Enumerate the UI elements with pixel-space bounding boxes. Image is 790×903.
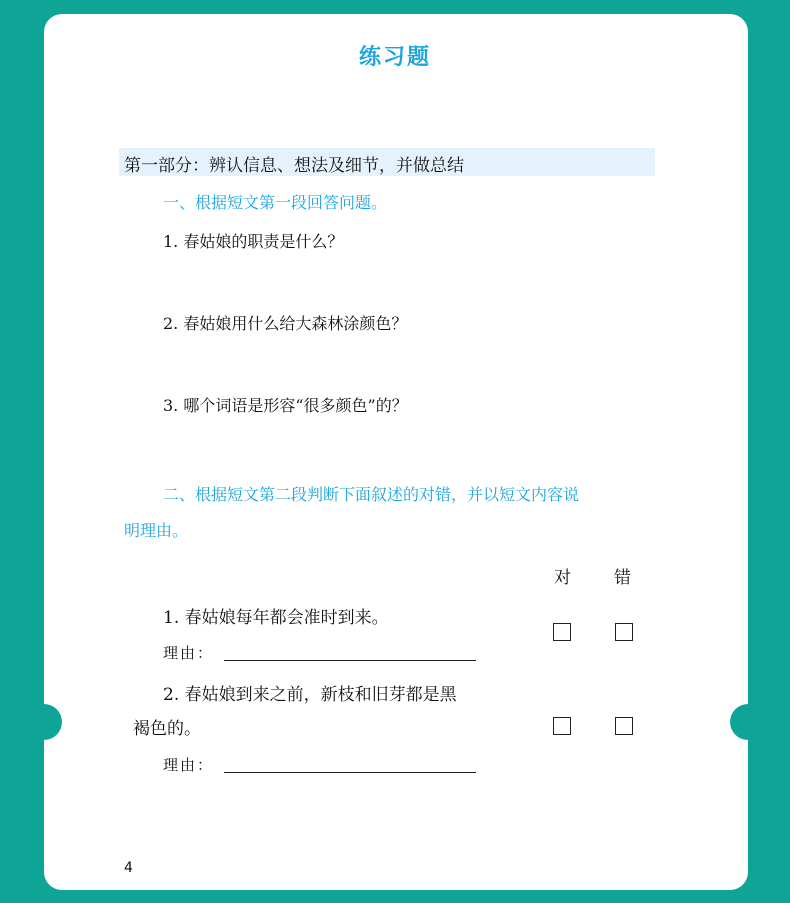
section-heading: 第一部分：辨认信息、想法及细节，并做总结 <box>124 156 464 176</box>
part1-instruction: 一、根据短文第一段回答问题。 <box>163 193 388 212</box>
statement-2-reason-line[interactable] <box>224 772 476 773</box>
statement-1-reason-line[interactable] <box>224 660 476 661</box>
question-1: 1. 春姑娘的职责是什么？ <box>163 232 344 251</box>
question-3: 3. 哪个词语是形容“很多颜色”的？ <box>163 396 408 415</box>
right-binding-notch <box>730 704 766 740</box>
statement-1-false-checkbox[interactable] <box>615 623 633 641</box>
column-header-true: 对 <box>554 568 571 588</box>
statement-2-true-checkbox[interactable] <box>553 717 571 735</box>
page-title: 练习题 <box>358 45 431 70</box>
worksheet-page <box>44 14 748 890</box>
part2-instruction-line2: 明理由。 <box>124 521 189 540</box>
statement-2-line1: 2. 春姑娘到来之前，新枝和旧芽都是黑 <box>163 685 457 705</box>
question-2: 2. 春姑娘用什么给大森林涂颜色？ <box>163 314 408 333</box>
left-binding-notch <box>26 704 62 740</box>
statement-1: 1. 春姑娘每年都会准时到来。 <box>163 608 389 628</box>
statement-2-reason-label: 理由： <box>163 756 215 774</box>
part2-instruction-line1: 二、根据短文第二段判断下面叙述的对错，并以短文内容说 <box>163 485 580 504</box>
statement-2-false-checkbox[interactable] <box>615 717 633 735</box>
column-header-false: 错 <box>614 568 631 588</box>
page-number: 4 <box>124 860 133 876</box>
statement-1-reason-label: 理由： <box>163 644 215 662</box>
statement-1-true-checkbox[interactable] <box>553 623 571 641</box>
statement-2-line2: 褐色的。 <box>133 719 201 739</box>
